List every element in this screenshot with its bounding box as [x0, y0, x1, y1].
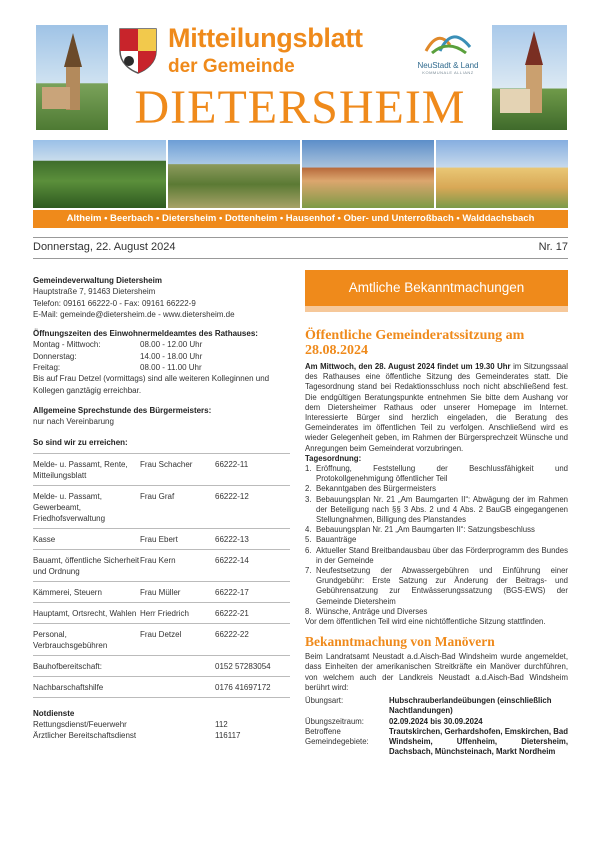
contact-person: Frau Kern: [140, 549, 215, 581]
list-item: [305, 607, 568, 617]
table-row: [33, 485, 290, 528]
agenda-text: Wünsche, Anträge und Diverses: [316, 606, 428, 616]
photo-building: [436, 140, 568, 208]
mayor-office-title: Allgemeine Sprechstunde des Bürgermeisters:: [33, 405, 212, 415]
table-row: [33, 655, 290, 676]
agenda-number: 3.: [305, 494, 312, 504]
contact-dept: Bauhofbereitschaft:: [33, 655, 215, 676]
contact-phone: 66222-12: [215, 485, 290, 528]
agenda-number: 4.: [305, 525, 312, 535]
admin-info-column: [33, 275, 290, 742]
contact-table: [33, 453, 290, 698]
header-rule-bottom: [33, 258, 568, 259]
contact-dept: Melde- u. Passamt, Gewerbeamt, Friedhofsverwaltung: [33, 485, 140, 528]
contact-dept: Kämmerei, Steuern: [33, 581, 140, 602]
contact-dept: Nachbarschaftshilfe: [33, 676, 215, 697]
photo-village: [302, 140, 434, 208]
reach-title: So sind wir zu erreichen:: [33, 437, 128, 447]
list-item: [305, 464, 568, 484]
agenda-number: 8.: [305, 606, 312, 616]
alliance-logo-icon: [422, 25, 474, 55]
mayor-office-block: [33, 405, 290, 428]
header-rule-top: [33, 237, 568, 238]
hours-time: 08.00 - 12.00 Uhr: [140, 340, 203, 350]
contact-phone: 66222-11: [215, 453, 290, 485]
emergency-label: Rettungsdienst/Feuerwehr: [33, 720, 127, 730]
table-row: [33, 623, 290, 655]
agenda-text: Bebauungsplan Nr. 21 „Am Baumgarten II“: Abwägung der im Rahmen der Beteiligung nach §§ 3 Abs. 2 und 4 Abs. 2 BauGB eingegangenen Stellungnahmen, Billigung des Planstandes: [316, 494, 568, 525]
admin-phone: Telefon: 09161 66222-0 - Fax: 09161 66222-9: [33, 298, 196, 308]
article-council-title: Öffentliche Gemeinderatssitzung am 28.08.2024: [305, 328, 525, 358]
hours-day: Montag - Mittwoch:: [33, 340, 101, 350]
agenda-number: 2.: [305, 484, 312, 494]
article-manoeuvre-title: Bekanntmachung von Manövern: [305, 634, 495, 650]
alliance-logo-sub: KOMMUNALE ALLIANZ: [422, 70, 474, 75]
masthead-title: Mitteilungsblatt: [168, 23, 363, 53]
agenda-number: 1.: [305, 464, 312, 474]
detail-key: Betroffene Gemeindegebiete:: [305, 726, 369, 746]
agenda-text: Bebauungsplan Nr. 21 „Am Baumgarten II“: Satzungsbeschluss: [316, 525, 535, 535]
manoeuvre-detail: [305, 696, 568, 716]
detail-key: Übungsart:: [305, 696, 344, 706]
church-photo-left: [36, 25, 108, 130]
issue-number: Nr. 17: [538, 241, 568, 253]
emergency-title: Notdienste: [33, 708, 75, 718]
manoeuvre-detail: [305, 727, 568, 758]
contact-dept: Hauptamt, Ortsrecht, Wahlen: [33, 602, 140, 623]
announcements-column: [305, 270, 568, 757]
hours-note: Bis auf Frau Detzel (vormittags) sind alle weiteren Kolleginnen und Kollegen ganztägig erreichbar.: [33, 374, 270, 395]
manoeuvre-detail: [305, 717, 568, 727]
contact-phone: 66222-17: [215, 581, 290, 602]
list-item: [305, 525, 568, 535]
issue-bar: [33, 241, 568, 253]
contact-dept: Personal, Verbrauchsgebühren: [33, 623, 140, 655]
agenda-list: [305, 464, 568, 617]
table-row: [33, 602, 290, 623]
alliance-logo-name: NeuStadt & Land: [417, 61, 479, 70]
agenda-text: Bekanntgaben des Bürgermeisters: [316, 484, 437, 494]
article-council-lead: [305, 362, 568, 454]
emergency-number: 116117: [215, 731, 241, 741]
opening-hours-title: Öffnungszeiten des Einwohnermeldeamtes des Rathauses:: [33, 329, 258, 339]
agenda-number: 6.: [305, 545, 312, 555]
municipal-crest-icon: [116, 25, 160, 75]
emergency-number: 112: [215, 720, 228, 730]
photo-vineyard: [33, 140, 166, 208]
contact-person: Herr Friedrich: [140, 602, 215, 623]
article-council-lead-bold: Am Mittwoch, den 28. August 2024 findet um 19.30 Uhr: [305, 362, 511, 371]
admin-contact-block: [33, 275, 290, 320]
emergency-row: [33, 719, 290, 730]
contact-person: Frau Detzel: [140, 623, 215, 655]
table-row: [33, 676, 290, 697]
contact-phone: 0152 57283054: [215, 655, 290, 676]
article-council-lead-text: im Sitzungssaal des Rathauses eine öffentliche Sitzung des Gemeinderates statt. Die Tagesordnung stand bei Redaktionsschluss noch nicht abschließend fest. Die endgültigen Beratungspunkte entnehmen Sie bitte dem Aushang vor dem Dietersheimer Rathaus oder unserer Homepage im Internet. Interessierte Bürger sind herzlich eingeladen, die Beratung des Gemeinderates im öffentlichen Teil zu verfolgen. Anschließend wird es wieder Gelegenheit geben, im Rahmen der Bürgersprechzeit Wünsche und Anregungen beim Gemeinderat vorzubringen.: [305, 362, 569, 453]
contact-person: Frau Ebert: [140, 528, 215, 549]
list-item: [305, 566, 568, 607]
detail-value: Hubschrauberlandeübungen (einschließlich Nachtlandungen): [389, 696, 552, 716]
admin-email[interactable]: E-Mail: gemeinde@dietersheim.de - www.dietersheim.de: [33, 309, 235, 319]
masthead-subtitle: der Gemeinde: [168, 56, 295, 77]
contact-person: Frau Graf: [140, 485, 215, 528]
contact-dept: Bauamt, öffentliche Sicherheit und Ordnung: [33, 549, 140, 581]
contact-phone: 66222-13: [215, 528, 290, 549]
detail-value: Trautskirchen, Gerhardshofen, Emskirchen, Bad Windsheim, Uffenheim, Dietersheim, Dachsbach, Münchsteinach, Markt Nordheim: [389, 726, 568, 757]
photo-landscape: [168, 140, 300, 208]
detail-key: Übungszeitraum:: [305, 716, 364, 726]
agenda-text: Aktueller Stand Breitbandausbau über das Förderprogramm des Bundes in der Gemeinde: [316, 545, 568, 565]
contact-phone: 66222-21: [215, 602, 290, 623]
emergency-row: [33, 730, 290, 741]
article-council-closing: Vor dem öffentlichen Teil wird eine nichtöffentliche Sitzung stattfinden.: [305, 617, 546, 627]
list-item: [305, 546, 568, 566]
admin-address: Hauptstraße 7, 91463 Dietersheim: [33, 287, 156, 297]
issue-date: Donnerstag, 22. August 2024: [33, 241, 176, 253]
list-item: [305, 484, 568, 494]
table-row: [33, 549, 290, 581]
villages-bar: Altheim • Beerbach • Dietersheim • Dottenheim • Hausenhof • Ober- und Unterroßbach • Walddachsbach: [33, 210, 568, 228]
contact-dept: Kasse: [33, 528, 140, 549]
church-photo-right: [492, 25, 567, 130]
mayor-office-note: nur nach Vereinbarung: [33, 417, 114, 427]
emergency-label: Ärztlicher Bereitschaftsdienst: [33, 731, 137, 741]
contact-phone: 0176 41697172: [215, 676, 290, 697]
table-row: [33, 453, 290, 485]
list-item: [305, 495, 568, 526]
table-row: [33, 581, 290, 602]
contact-phone: 66222-22: [215, 623, 290, 655]
municipality-name: DIETERSHEIM: [134, 81, 466, 134]
agenda-number: 7.: [305, 566, 312, 576]
hours-row: [33, 351, 290, 362]
agenda-number: 5.: [305, 535, 312, 545]
hours-day: Donnerstag:: [33, 351, 77, 361]
admin-name: Gemeindeverwaltung Dietersheim: [33, 276, 162, 285]
hours-time: 08.00 - 11.00 Uhr: [140, 363, 202, 373]
hours-row: [33, 339, 290, 350]
hours-day: Freitag:: [33, 363, 61, 373]
neustadt-land-logo: [412, 25, 484, 75]
contact-dept: Melde- u. Passamt, Rente, Mitteilungsblatt: [33, 453, 140, 485]
hours-row: [33, 362, 290, 373]
agenda-title: Tagesordnung:: [305, 453, 362, 463]
agenda-text: Bauanträge: [316, 535, 357, 545]
detail-value: 02.09.2024 bis 30.09.2024: [389, 716, 483, 726]
list-item: [305, 535, 568, 545]
contact-person: Frau Müller: [140, 581, 215, 602]
agenda-text: Eröffnung, Feststellung der Beschlussfähigkeit und Protokollgenehmigung öffentlicher Teil: [316, 464, 568, 484]
announcements-header: Amtliche Bekanntmachungen: [305, 270, 568, 306]
agenda-text: Neufestsetzung der Abwassergebühren und Einführung einer Grundgebühr: Erste Satzung zur Änderung der Beitrags- und Gebührensatzung zur Entwässerungssatzung (BGS-EWS) der Gemeinde Dietersheim: [316, 566, 568, 606]
hours-time: 14.00 - 18.00 Uhr: [140, 351, 203, 361]
opening-hours-block: [33, 328, 290, 396]
announcements-header-underline: [305, 306, 568, 312]
contact-phone: 66222-14: [215, 549, 290, 581]
table-row: [33, 528, 290, 549]
contact-person: Frau Schacher: [140, 453, 215, 485]
article-manoeuvre-text: Beim Landratsamt Neustadt a.d.Aisch-Bad Windsheim wurde angemeldet, dass Einheiten der amerikanischen Streitkräfte ein Manöver durchführen, von welchem auch der Landkreis Neustadt a.d.Aisch-Bad Windsheim berührt wird:: [305, 652, 568, 692]
